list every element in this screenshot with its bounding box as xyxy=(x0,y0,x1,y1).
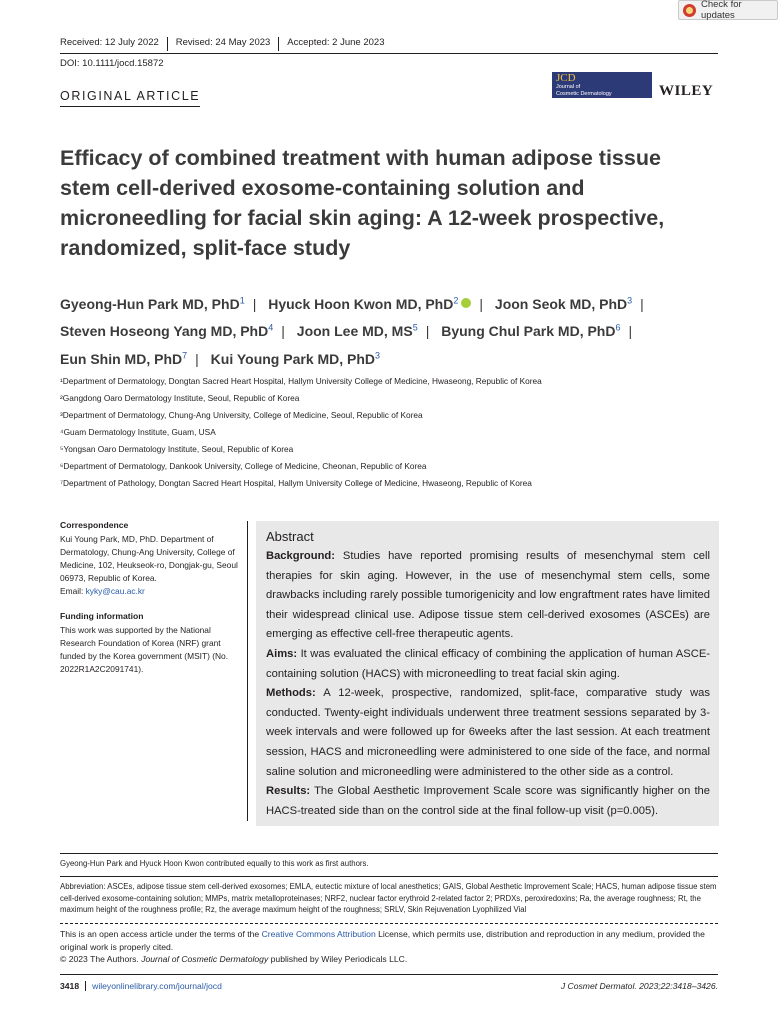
orcid-icon[interactable] xyxy=(461,298,471,308)
author-affiliation: 1 xyxy=(239,295,245,305)
affiliation: ³Department of Dermatology, Chung-Ang University, College of Medicine, Seoul, Republic of Korea xyxy=(60,410,423,420)
license-notice xyxy=(60,923,718,966)
citation: J Cosmet Dermatol. 2023;22:3418–3426. xyxy=(560,981,718,991)
author[interactable] xyxy=(297,323,418,339)
author-affiliation: 5 xyxy=(412,322,418,333)
abstract-background xyxy=(266,547,710,645)
copyright-journal: Journal of Cosmetic Dermatology xyxy=(141,954,269,964)
journal-logo-line1: Journal of xyxy=(556,84,581,90)
author-name: Steven Hoseong Yang MD, PhD xyxy=(60,323,269,340)
article-sidebar xyxy=(60,519,240,676)
doi[interactable]: DOI: 10.1111/jocd.15872 xyxy=(60,58,164,69)
email-label: Email: xyxy=(60,586,86,596)
correspondence-text: Kui Young Park, MD, PhD. Department of Dermatology, Chung-Ang University, College of Medicine, 102, Heukseok-ro, Dongjak-gu, Seoul 06973, Republic of Korea. xyxy=(60,534,238,583)
author[interactable] xyxy=(211,351,380,367)
article-title: Efficacy of combined treatment with human adipose tissue stem cell-derived exosome-containing solution and microneedling for facial skin aging: A 12-week prospective, randomized, split-face study xyxy=(60,146,665,260)
column-divider xyxy=(247,521,248,821)
copyright-pre: © 2023 The Authors. xyxy=(60,954,142,964)
author-affiliation: 3 xyxy=(375,350,381,361)
affiliation: ⁶Department of Dermatology, Dankook University, College of Medicine, Cheonan, Republic of Korea xyxy=(60,461,427,471)
methods-text: A 12-week, prospective, randomized, split-face, comparative study was conducted. Twenty-eight individuals underwent three treatment sessions separated by 3-week intervals and were followed up for 6weeks after the last session. At each treatment session, HACS and microneedling were administered to one side of the face, and normal saline solution and microneedling were administered to the other side as a control. xyxy=(266,687,711,778)
contribution-note: Gyeong-Hun Park and Hyuck Hoon Kwon contributed equally to this work as first authors. xyxy=(60,853,718,868)
affiliation: ⁷Department of Pathology, Dongtan Sacred Heart Hospital, Hallym University College of Medicine, Hwaseong, Republic of Korea xyxy=(60,478,532,488)
author-affiliation: 4 xyxy=(268,322,274,333)
publisher-logo: WILEY xyxy=(659,83,714,99)
author-name: Hyuck Hoon Kwon MD, PhD xyxy=(268,295,454,312)
author-name: Eun Shin MD, PhD xyxy=(60,350,183,367)
aims-label: Aims: xyxy=(266,647,298,660)
funding-information xyxy=(60,610,240,676)
copyright-post: published by Wiley Periodicals LLC. xyxy=(268,954,408,964)
aims-text: It was evaluated the clinical efficacy of combining the application of human ASCE-containing solution (HACS) with microneedling to treat facial skin aging. xyxy=(266,647,711,680)
journal-logo xyxy=(552,72,652,98)
abstract-box xyxy=(256,521,719,826)
author-affiliation: 3 xyxy=(627,295,633,305)
background-label: Background: xyxy=(266,550,335,562)
abstract-aims xyxy=(266,645,710,684)
methods-label: Methods: xyxy=(266,687,316,700)
journal-logo-line2: Cosmetic Dermatology xyxy=(556,90,612,97)
results-text: The Global Aesthetic Improvement Scale score was significantly higher on the HACS-treated side than on the control side at the final follow-up visit (p=0.005). xyxy=(266,785,711,817)
author-separator: | xyxy=(425,323,430,340)
abstract-results xyxy=(266,782,710,821)
accepted-date: Accepted: 2 June 2023 xyxy=(287,37,385,48)
affiliation: ⁴Guam Dermatology Institute, Guam, USA xyxy=(60,427,216,437)
author[interactable] xyxy=(495,296,632,312)
author-affiliation: 7 xyxy=(182,350,188,361)
affiliation: ²Gangdong Oaro Dermatology Institute, Seoul, Republic of Korea xyxy=(60,393,300,403)
page-number: 3418 xyxy=(60,981,86,991)
license-pre: This is an open access article under the terms of the xyxy=(60,929,262,939)
journal-logo-abbr: JCD xyxy=(556,72,576,84)
funding-heading: Funding information xyxy=(60,611,144,621)
author[interactable] xyxy=(60,323,273,339)
correspondence-heading: Correspondence xyxy=(60,520,129,530)
article-type: ORIGINAL ARTICLE xyxy=(60,89,200,107)
author-affiliation: 2 xyxy=(453,295,459,305)
email-link[interactable]: kyky@cau.ac.kr xyxy=(85,586,145,596)
affiliation-list xyxy=(60,373,720,492)
author-name: Kui Young Park MD, PhD xyxy=(210,350,376,367)
author[interactable] xyxy=(60,351,187,367)
author-name: Byung Chul Park MD, PhD xyxy=(441,323,616,340)
page-footer xyxy=(60,974,718,991)
correspondence-email-line xyxy=(60,585,240,598)
results-label: Results: xyxy=(266,785,311,798)
abstract-methods xyxy=(266,684,710,782)
author[interactable] xyxy=(268,296,471,312)
background-text: Studies have reported promising results of mesenchymal stem cell therapies for skin aging. However, in the use of mesenchymal stem cells, some drawbacks including rarely possible tumorigenicity and low engraftment rates have limited their widespread clinical use. Adipose tissue stem cell-derived exosomes (ASCEs) are emerging as effective cell-free therapeutic agents. xyxy=(266,550,711,641)
author-name: Gyeong-Hun Park MD, PhD xyxy=(60,295,240,312)
affiliation: ⁵Yongsan Oaro Dermatology Institute, Seoul, Republic of Korea xyxy=(60,444,294,454)
author-separator: | xyxy=(281,323,285,340)
author-name: Joon Lee MD, MS xyxy=(296,323,413,340)
revised-date: Revised: 24 May 2023 xyxy=(176,37,280,51)
footer-left xyxy=(60,981,222,991)
author-affiliation: 6 xyxy=(615,322,621,333)
license-link[interactable]: Creative Commons Attribution xyxy=(261,929,376,939)
affiliation: ¹Department of Dermatology, Dongtan Sacred Heart Hospital, Hallym University College of Medicine, Hwaseong, Republic of Korea xyxy=(60,376,542,386)
crossmark-icon xyxy=(683,4,696,17)
abstract-heading: Abstract xyxy=(266,529,314,544)
journal-url[interactable]: wileyonlinelibrary.com/journal/jocd xyxy=(92,981,222,991)
author[interactable] xyxy=(60,296,245,312)
check-for-updates-label: Check for updates xyxy=(701,0,742,21)
check-for-updates-button[interactable] xyxy=(678,0,778,20)
author-separator: | xyxy=(252,295,257,312)
article-dates xyxy=(60,37,718,54)
author-separator: | xyxy=(628,323,633,340)
abbreviations: Abbreviation: ASCEs, adipose tissue stem cell-derived exosomes; EMLA, eutectic mixture of local anesthetics; GAIS, Global Aesthetic Improvement Scale; HACS, human adipose tissue stem cell-derived exosome-containing solution; MMPs, matrix metalloproteinases; NRF2, nuclear factor erythroid 2-related factor 2; PRDXs, peroxiredoxins; Ra, the average roughness; Rt, the maximum height of the roughness profile; Rz, the average maximum height of the roughness; SRLV, Skin Rejuvenation Lyophilized Vial xyxy=(60,876,718,916)
correspondence xyxy=(60,519,240,598)
author-name: Joon Seok MD, PhD xyxy=(494,295,628,312)
author[interactable] xyxy=(441,323,620,339)
author-separator: | xyxy=(479,295,484,312)
author-separator: | xyxy=(195,350,199,367)
received-date: Received: 12 July 2022 xyxy=(60,37,168,51)
funding-text: This work was supported by the National Research Foundation of Korea (NRF) grant funded by the Korea government (MSIT) (No. 2022R1A2C2091741). xyxy=(60,625,229,674)
author-list xyxy=(60,288,720,371)
license-post: License, which permits use, distribution and reproduction in any medium, provided the original work is properly cited. xyxy=(60,929,705,952)
author-separator: | xyxy=(640,295,644,312)
